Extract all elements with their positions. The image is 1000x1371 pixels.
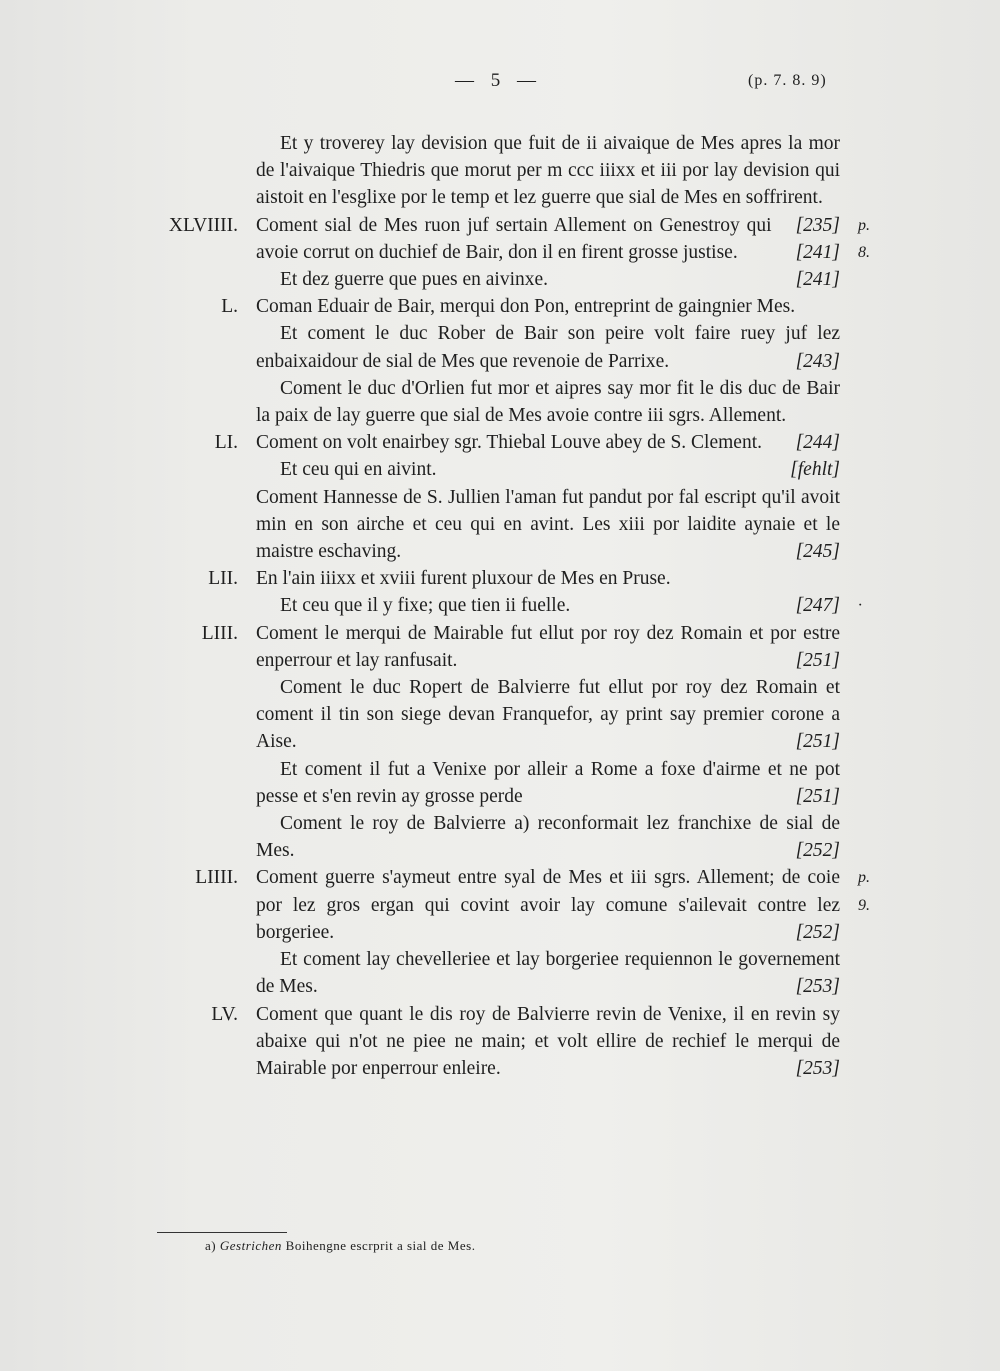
toc-entry <box>140 212 870 266</box>
toc-entry <box>140 565 840 592</box>
toc-entry <box>140 1001 840 1083</box>
table-of-contents <box>140 130 870 1082</box>
entry-body: Et coment il fut a Venixe por alleir a Rome a foxe d'airme et ne pot pesse et s'en revin ay grosse perde <box>256 758 840 807</box>
margin-note: p. 9. <box>858 869 870 914</box>
entry-text <box>256 130 840 236</box>
chapter-number: LI. <box>214 432 238 454</box>
entry-body: Coment le merqui de Mairable fut ellut por roy dez Romain et por estre enperrour et lay ranfusait. <box>256 622 840 671</box>
page-ref: [253] <box>795 976 840 998</box>
footnote-divider <box>157 1232 287 1233</box>
entry-text <box>256 592 840 619</box>
page-ref: [243] <box>795 350 840 372</box>
chapter-number: L. <box>221 296 238 318</box>
entry-body: Coment on volt enairbey sgr. Thiebal Louve abey de S. Clement. <box>256 432 762 454</box>
page-ref: [245] <box>795 541 840 563</box>
toc-entry <box>140 620 840 674</box>
margin-note: · <box>858 597 862 615</box>
entry-text <box>256 456 840 483</box>
footnote <box>205 1238 475 1254</box>
entry-body: Et coment lay chevelleriee et lay borgeriee requiennon le governement de Mes. <box>256 949 840 998</box>
toc-entry <box>140 592 862 619</box>
chapter-number: LIIII. <box>195 867 238 889</box>
page-number: — 5 — <box>455 70 542 91</box>
entry-text <box>256 756 840 810</box>
page-ref: [251] <box>795 649 840 671</box>
entry-body: Et dez guerre que pues en aivinxe. <box>280 269 549 291</box>
entry-text <box>256 620 840 674</box>
page-ref: [252] <box>795 921 840 943</box>
chapter-number: LV. <box>211 1003 238 1025</box>
entry-body: Et y troverey lay devision que fuit de ii aivaique de Mes apres la mor de l'aivaique Thiedris que morut per m ccc iiixx et iii por lay devision qui aistoit en l'esglixe por le temp et lez guerre que sial de Mes en soffrirent. <box>256 133 840 209</box>
entry-text <box>256 674 840 756</box>
entry-text <box>256 565 840 592</box>
page-ref: [235] <box>795 214 840 236</box>
entry-body: En l'ain iiixx et xviii furent pluxour de Mes en Pruse. <box>256 568 671 590</box>
entry-body: Coment que quant le dis roy de Balvierre revin de Venixe, il en revin sy abaixe qui n'ot ne piee ne main; et volt ellire de rechief le merqui de Mairable por enperrour enleire. <box>256 1003 840 1079</box>
toc-entry <box>140 266 840 293</box>
footnote-mark: a) <box>205 1238 217 1253</box>
entry-body: Coment le duc d'Orlien fut mor et aipres say mor fit le dis duc de Bair la paix de lay guerre que sial de Mes avoie contre iii sgrs. Allement. <box>256 377 840 427</box>
entry-text <box>256 810 840 864</box>
margin-note: p. 8. <box>858 216 870 261</box>
footnote-label: Gestrichen <box>219 1238 282 1253</box>
entry-body: Coment guerre s'aymeut entre syal de Mes et iii sgrs. Allement; de coie por lez gros ergan qui covint avoir lay comune s'ailevait contre lez borgeriee. <box>256 867 840 943</box>
toc-entry <box>140 320 840 374</box>
entry-text <box>256 266 840 293</box>
entry-text <box>256 429 840 456</box>
entry-body: Et ceu qui en aivint. <box>280 459 437 481</box>
page-ref: [241] <box>795 241 840 263</box>
page-ref: [251] <box>795 785 840 807</box>
page-reference: (p. 7. 8. 9) <box>748 72 827 89</box>
entry-text <box>256 1001 840 1083</box>
toc-entry <box>140 484 840 566</box>
toc-entry <box>140 864 870 946</box>
page-ref: [244] <box>795 432 840 454</box>
entry-text <box>256 212 840 266</box>
entry-body: Coman Eduair de Bair, merqui don Pon, entreprint de gaingnier Mes. <box>256 296 796 318</box>
page-ref: [253] <box>795 1057 840 1079</box>
entry-text <box>256 320 840 374</box>
entry-body: Coment sial de Mes ruon juf sertain Allement on Genestroy qui avoie corrut on duchief de Bair, don il en firent grosse justise. <box>256 214 772 263</box>
entry-body: Et coment le duc Rober de Bair son peire volt faire ruey juf lez enbaixaidour de sial de Mes que revenoie de Parrixe. <box>256 323 840 372</box>
entry-body: Et ceu que il y fixe; que tien ii fuelle. <box>280 595 571 617</box>
entry-body: Coment Hannesse de S. Jullien l'aman fut pandut por fal escript qu'il avoit min en son airche et ceu qui en avint. Les xiii por laidite aynaie et le maistre eschaving. <box>256 486 840 563</box>
footnote-text: Boihengne escrprit a sial de Mes. <box>285 1238 476 1253</box>
page-ref: [251] <box>795 731 840 753</box>
entry-text <box>256 946 840 1000</box>
chapter-number: LIII. <box>201 622 238 644</box>
page-ref: [241] <box>795 269 840 291</box>
toc-entry <box>140 293 840 320</box>
page-header <box>0 70 1000 100</box>
page-ref: [252] <box>795 840 840 862</box>
toc-entry <box>140 756 840 810</box>
entry-text <box>256 484 840 566</box>
toc-entry <box>140 674 840 756</box>
entry-text <box>256 864 840 946</box>
toc-entry <box>140 429 840 456</box>
entry-body: Coment le roy de Balvierre a) reconformait lez franchixe de sial de Mes. <box>256 813 840 862</box>
chapter-number: LII. <box>208 568 238 590</box>
entry-text <box>256 293 840 320</box>
page-ref: [247] <box>795 595 840 617</box>
chapter-number: XLVIIII. <box>168 214 238 236</box>
page-ref: [fehlt] <box>790 459 840 481</box>
entry-body: Coment le duc Ropert de Balvierre fut ellut por roy dez Romain et coment il tin son siege devan Franquefor, ay print say premier corone a Aise. <box>256 677 840 753</box>
toc-entry <box>140 456 840 483</box>
toc-entry <box>140 946 840 1000</box>
toc-entry <box>140 810 840 864</box>
